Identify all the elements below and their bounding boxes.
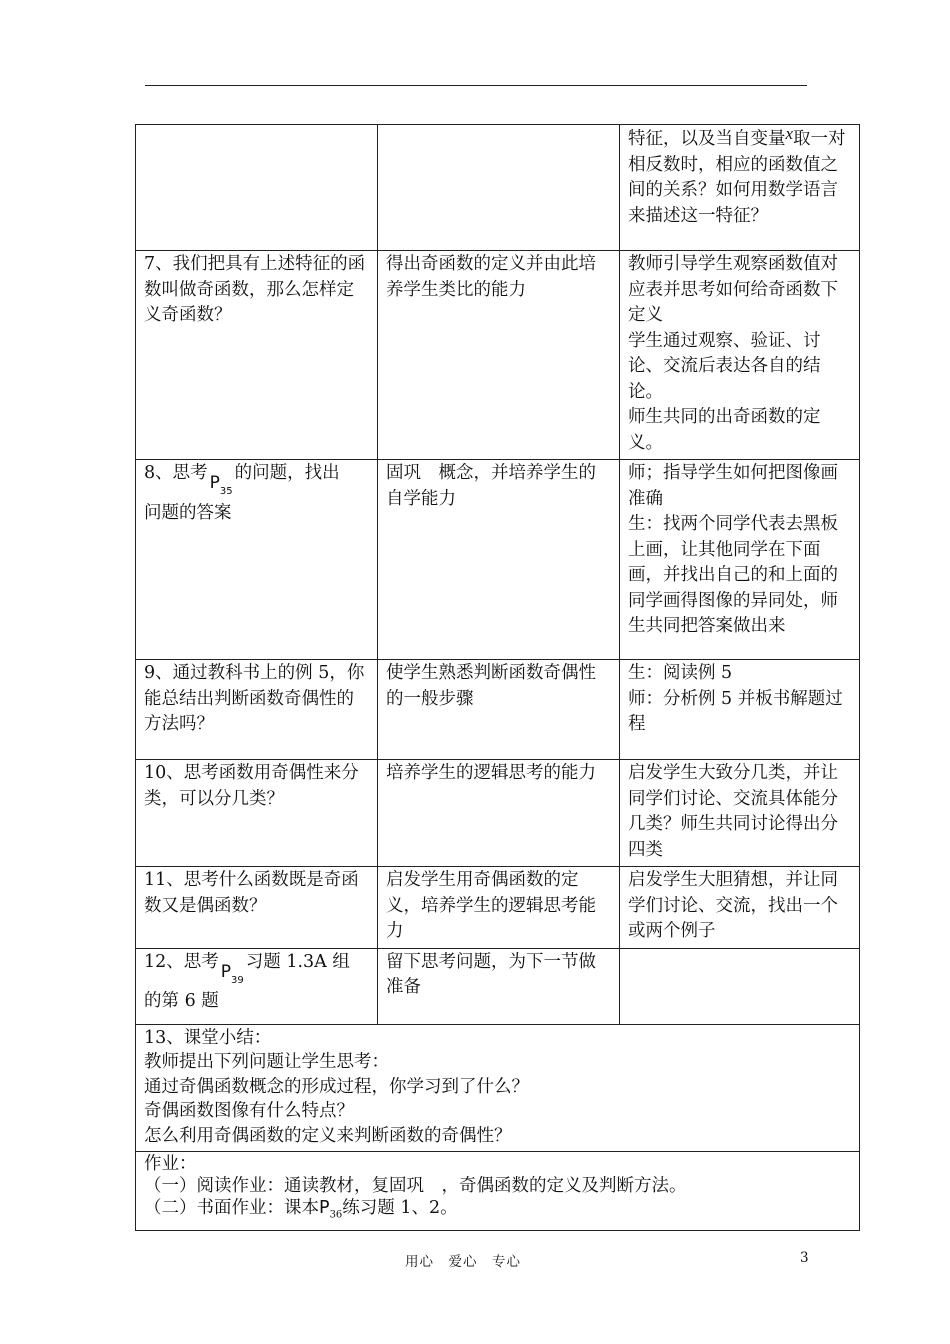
activity-text: 特征，以及当自变量	[628, 129, 786, 149]
activity-cell	[620, 460, 860, 660]
question-cell	[136, 660, 378, 760]
summary-text: 教师提出下列问题让学生思考：	[144, 1052, 389, 1072]
table-row	[136, 125, 860, 251]
homework-written: （二）书面作业：课本$P_{36}$练习题 1、2。	[144, 1198, 458, 1221]
activity-text: 教师引导学生观察函数值对应表并思考如何给奇函数下定义	[628, 254, 838, 325]
activity-text: 师生共同的出奇函数的定义。	[628, 407, 821, 453]
question-cell	[136, 251, 378, 460]
question-text: 7、我们把具有上述特征的函数叫做奇函数，那么怎样定义奇函数？	[144, 254, 366, 325]
activity-text: 师：分析例 5 并板书解题过程	[628, 688, 843, 734]
homework-title: 作业：	[144, 1154, 197, 1174]
table-row	[136, 760, 860, 867]
activity-cell	[620, 251, 860, 460]
activity-cell	[620, 125, 860, 251]
activity-text: 学生通过观察、验证、讨论、交流后表达各自的结论。	[628, 330, 821, 402]
activity-text: 师；指导学生如何把图像画准确	[628, 463, 838, 509]
goal-text: 培养学生的逻辑思考的能力	[386, 763, 596, 783]
goal-text: 使学生熟悉判断函数奇偶性的一般步骤	[386, 663, 596, 709]
activity-cell	[620, 760, 860, 867]
question-text: 8、思考	[144, 463, 208, 483]
summary-text: 通过奇偶函数概念的形成过程，你学习到了什么？	[144, 1076, 529, 1097]
goal-cell	[378, 660, 620, 760]
table-row	[136, 460, 860, 660]
question-cell	[136, 948, 378, 1024]
goal-cell	[378, 125, 620, 251]
homework-cell	[136, 1152, 860, 1231]
question-cell	[136, 460, 378, 660]
page-ref: $P_{35}$	[209, 473, 233, 498]
question-text: 10、思考函数用奇偶性来分类，可以分几类？	[144, 763, 359, 809]
question-text: 9、通过教科书上的例 5，你能总结出判断函数奇偶性的方法吗？	[144, 663, 365, 734]
question-text: 问题的答案	[144, 502, 232, 523]
activity-cell	[620, 660, 860, 760]
goal-text: 固巩 概念，并培养学生的自学能力	[386, 463, 596, 509]
activity-text: 启发学生大致分几类，并让同学们讨论、交流具体能分几类？师生共同讨论得出分四类	[628, 763, 838, 860]
question-cell	[136, 867, 378, 949]
goal-text: 启发学生用奇偶函数的定义，培养学生的逻辑思考能力	[386, 870, 596, 941]
question-text: 11、思考什么函数既是奇函数又是偶函数？	[144, 870, 359, 916]
header-rule	[145, 85, 807, 86]
activity-cell	[620, 948, 860, 1024]
activity-text: 生：找两个同学代表去黑板上画，让其他同学在下面画，并找出自己的和上面的同学画得图像的异同处，师生共同把答案做出来	[628, 514, 838, 636]
summary-cell	[136, 1024, 860, 1152]
page-ref: $P_{39}$	[220, 961, 244, 986]
goal-cell	[378, 948, 620, 1024]
homework-row	[136, 1152, 860, 1231]
summary-text: 奇偶函数图像有什么特点？	[144, 1101, 354, 1121]
table-row	[136, 660, 860, 760]
table-row	[136, 251, 860, 460]
lesson-plan-table	[135, 124, 860, 1231]
goal-cell	[378, 760, 620, 867]
goal-cell	[378, 867, 620, 949]
variable-x: x	[785, 124, 794, 143]
question-cell	[136, 125, 378, 251]
question-text: 的问题，找出	[234, 463, 340, 483]
activity-text: 取一对相反数时，相应的函数值之间的关系？如何用数学语言来描述这一特征？	[628, 129, 846, 226]
footer-motto: 用心 爱心 专心	[405, 1254, 521, 1270]
goal-cell	[378, 460, 620, 660]
activity-cell	[620, 867, 860, 949]
activity-text: 启发学生大胆猜想，并让同学们讨论、交流，找出一个或两个例子	[628, 870, 838, 941]
question-cell	[136, 760, 378, 867]
summary-row	[136, 1024, 860, 1152]
question-text: 12、思考	[144, 951, 219, 972]
question-text: 习题 1.3A 组	[245, 951, 350, 972]
goal-text: 得出奇函数的定义并由此培养学生类比的能力	[386, 254, 596, 300]
summary-text: 怎么利用奇偶函数的定义来判断函数的奇偶性？	[144, 1125, 512, 1146]
table-row	[136, 948, 860, 1024]
activity-text: 生：阅读例 5	[628, 663, 733, 683]
page-number: 3	[800, 1250, 809, 1266]
homework-reading: （一）阅读作业：通读教材，复固巩 ，奇偶函数的定义及判断方法。	[144, 1176, 687, 1196]
goal-cell	[378, 251, 620, 460]
summary-title: 13、课堂小结：	[144, 1027, 272, 1048]
table-row	[136, 867, 860, 949]
goal-text: 留下思考问题，为下一节做准备	[386, 951, 596, 997]
question-text: 的第 6 题	[144, 991, 219, 1012]
